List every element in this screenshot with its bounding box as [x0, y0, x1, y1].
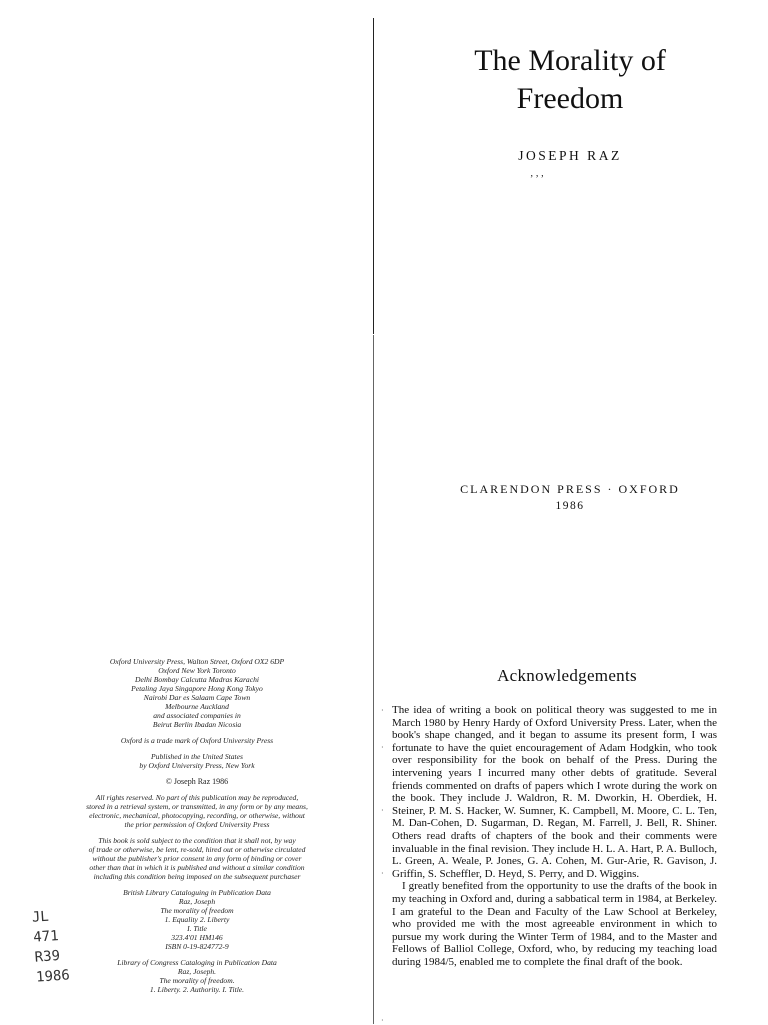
handwritten-call-number [31, 904, 86, 987]
imprint-address-line: Nairobi Dar es Salaam Cape Town [143, 693, 251, 702]
imprint-british-line: The morality of freedom [160, 906, 234, 915]
imprint-british-library [62, 888, 332, 951]
imprint-library-of-congress [62, 958, 332, 994]
imprint-british-line: British Library Cataloguing in Publication Data [123, 888, 271, 897]
imprint-british-line: I. Title [187, 924, 207, 933]
author-name: JOSEPH RAZ [518, 148, 622, 163]
imprint-block [62, 657, 332, 1001]
imprint-address-line: and associated companies in [153, 711, 241, 720]
imprint-address-line: Oxford New York Toronto [158, 666, 236, 675]
margin-dot: · [381, 869, 384, 878]
publication-year: 1986 [555, 500, 585, 512]
call-number-line: R39 [34, 947, 61, 966]
title-line-2: Freedom [516, 82, 624, 115]
imprint-british-line: Raz, Joseph [178, 897, 216, 906]
margin-dot: · [381, 706, 384, 715]
imprint-rights [62, 793, 332, 829]
imprint-loc-line: 1. Liberty. 2. Authority. I. Title. [149, 985, 245, 994]
imprint-address-line: Oxford University Press, Walton Street, Oxford OX2 6DP [109, 657, 285, 666]
imprint-condition-line: without the publisher's prior consent in any form of binding or cover [92, 854, 302, 863]
imprint-trademark: Oxford is a trade mark of Oxford University Press [120, 736, 274, 745]
imprint-condition-line: other than that in which it is published and without a similar condition [89, 863, 305, 872]
imprint-address-line: Beirut Berlin Ibadan Nicosia [152, 720, 242, 729]
book-title [420, 42, 720, 118]
imprint-rights-line: All rights reserved. No part of this publication may be reproduced, [95, 793, 299, 802]
imprint-loc-line: Library of Congress Cataloging in Publication Data [117, 958, 277, 967]
call-number-line: JL [31, 908, 50, 926]
pencil-marks: ‚‚‚ [530, 168, 546, 179]
imprint-published [62, 752, 332, 770]
acknowledgements-body [392, 704, 717, 968]
margin-dot: · [381, 1016, 384, 1025]
imprint-condition [62, 836, 332, 881]
margin-dot: · [381, 743, 384, 752]
imprint-loc-line: The morality of freedom. [159, 976, 235, 985]
imprint-published-line: Published in the United States [151, 752, 243, 761]
imprint-published-line: by Oxford University Press, New York [139, 761, 255, 770]
acknowledgements-heading: Acknowledgements [497, 666, 637, 685]
imprint-address-line: Delhi Bombay Calcutta Madras Karachi [134, 675, 260, 684]
imprint-rights-line: the prior permission of Oxford University Press [124, 820, 270, 829]
imprint-british-line: 323.4'01 HM146 [171, 933, 223, 942]
call-number-line: 471 [32, 928, 60, 946]
ack-paragraph-2: I greatly benefited from the opportunity to use the drafts of the book in my teaching in Oxford and, during a sabbatical term in 1984, at Berkeley. I am grateful to the Dean and Faculty of the Law School at Berkeley, who provided me with the most agreeable environment in which to pursue my work during the Winter Term of 1984, and to the Master and Fellows of Balliol College, Oxford, who, by reducing my teaching load during 1984/5, enabled me to complete the final draft of the book. [392, 880, 717, 968]
imprint-condition-line: of trade or otherwise, be lent, re-sold, hired out or otherwise circulated [88, 845, 306, 854]
call-number-line: 1986 [35, 967, 71, 986]
imprint-rights-line: stored in a retrieval system, or transmitted, in any form or by any means, [86, 802, 308, 811]
imprint-british-line: ISBN 0-19-824772-9 [165, 942, 229, 951]
title-line-1: The Morality of [474, 44, 666, 77]
imprint-condition-line: including this condition being imposed on the subsequent purchaser [93, 872, 301, 881]
imprint-rights-line: electronic, mechanical, photocopying, recording, or otherwise, without [89, 811, 305, 820]
imprint-loc-line: Raz, Joseph. [177, 967, 217, 976]
imprint-address-line: Petaling Jaya Singapore Hong Kong Tokyo [131, 684, 263, 693]
imprint-address-line: Melbourne Auckland [165, 702, 229, 711]
imprint-british-line: 1. Equality 2. Liberty [164, 915, 230, 924]
margin-dot: · [381, 806, 384, 815]
ack-paragraph-1: The idea of writing a book on political theory was suggested to me in March 1980 by Henry Hardy of Oxford University Press. Later, when the book's shape changed, and it began to assume its present form, I was fortunate to have the quiet encouragement of Adam Hodgkin, who took over responsibility for the book on behalf of the Press. During the intervening years I incurred many other debts of gratitude. Several friends commented on drafts of papers which I wrote during the work on the book. They include J. Waldron, R. M. Dworkin, H. Oberdiek, H. Steiner, P. M. S. Hacker, W. Sumner, K. Campbell, M. Moore, C. L. Ten, M. Dan-Cohen, D. Sugarman, D. Regan, M. Farrell, J. Bell, R. Shiner. Others read drafts of chapters of the book and their comments were invaluable in the final revision. They include H. L. A. Hart, P. A. Bulloch, L. Green, A. Weale, P. Jones, G. A. Cohen, M. Gur-Arie, R. Gavison, J. Griffin, S. Scheffler, D. Heyd, S. Perry, and D. Wiggins. [392, 704, 717, 880]
imprint-address [62, 657, 332, 729]
imprint-copyright: © Joseph Raz 1986 [165, 777, 229, 786]
publisher-line: CLARENDON PRESS · OXFORD [460, 482, 680, 496]
imprint-condition-line: This book is sold subject to the condition that it shall not, by way [98, 836, 296, 845]
